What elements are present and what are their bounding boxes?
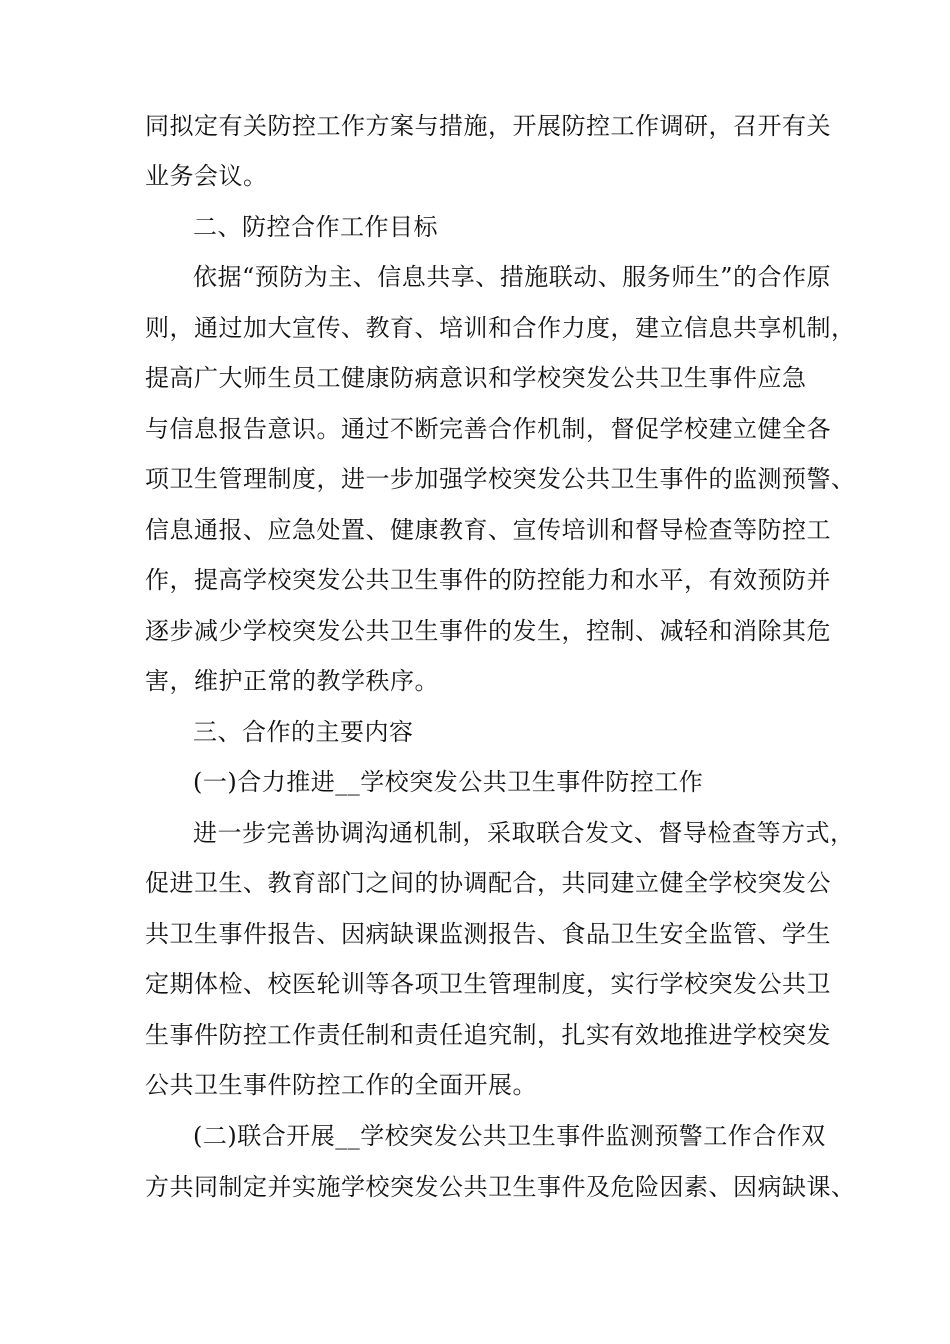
paragraph-line: 共卫生事件报告、因病缺课监测报告、食品卫生安全监管、学生: [145, 920, 831, 948]
subsection-heading: (一)合力推进__学校突发公共卫生事件防控工作: [193, 768, 704, 796]
paragraph-line: 则，通过加大宣传、教育、培训和合作力度，建立信息共享机制，: [145, 314, 856, 342]
paragraph-line: 公共卫生事件防控工作的全面开展。: [145, 1071, 537, 1099]
paragraph-line: 方共同制定并实施学校突发公共卫生事件及危险因素、因病缺课、: [145, 1173, 856, 1201]
paragraph-line: 生事件防控工作责任制和责任追究制，扎实有效地推进学校突发: [145, 1021, 831, 1049]
paragraph-line: 定期体检、校医轮训等各项卫生管理制度，实行学校突发公共卫: [145, 970, 831, 998]
paragraph-line: 进一步完善协调沟通机制，采取联合发文、督导检查等方式，: [193, 819, 855, 847]
paragraph-line: 作，提高学校突发公共卫生事件的防控能力和水平，有效预防并: [145, 566, 831, 594]
paragraph-line: 同拟定有关防控工作方案与措施，开展防控工作调研，召开有关: [145, 112, 831, 140]
paragraph-line: 信息通报、应急处置、健康教育、宣传培训和督导检查等防控工: [145, 516, 831, 544]
paragraph-line: 与信息报告意识。通过不断完善合作机制，督促学校建立健全各: [145, 415, 831, 443]
paragraph-line: 害，维护正常的教学秩序。: [145, 667, 439, 695]
paragraph-line: 依据“预防为主、信息共享、措施联动、服务师生”的合作原: [193, 263, 832, 291]
paragraph-line: 逐步减少学校突发公共卫生事件的发生，控制、减轻和消除其危: [145, 617, 831, 645]
subsection-heading: (二)联合开展__学校突发公共卫生事件监测预警工作合作双: [193, 1122, 826, 1150]
paragraph-line: 促进卫生、教育部门之间的协调配合，共同建立健全学校突发公: [145, 869, 831, 897]
paragraph-line: 项卫生管理制度，进一步加强学校突发公共卫生事件的监测预警、: [145, 465, 856, 493]
paragraph-line: 提高广大师生员工健康防病意识和学校突发公共卫生事件应急: [145, 364, 807, 392]
section-heading: 三、合作的主要内容: [193, 718, 414, 746]
section-heading: 二、防控合作工作目标: [193, 213, 438, 241]
paragraph-line: 业务会议。: [145, 162, 268, 190]
